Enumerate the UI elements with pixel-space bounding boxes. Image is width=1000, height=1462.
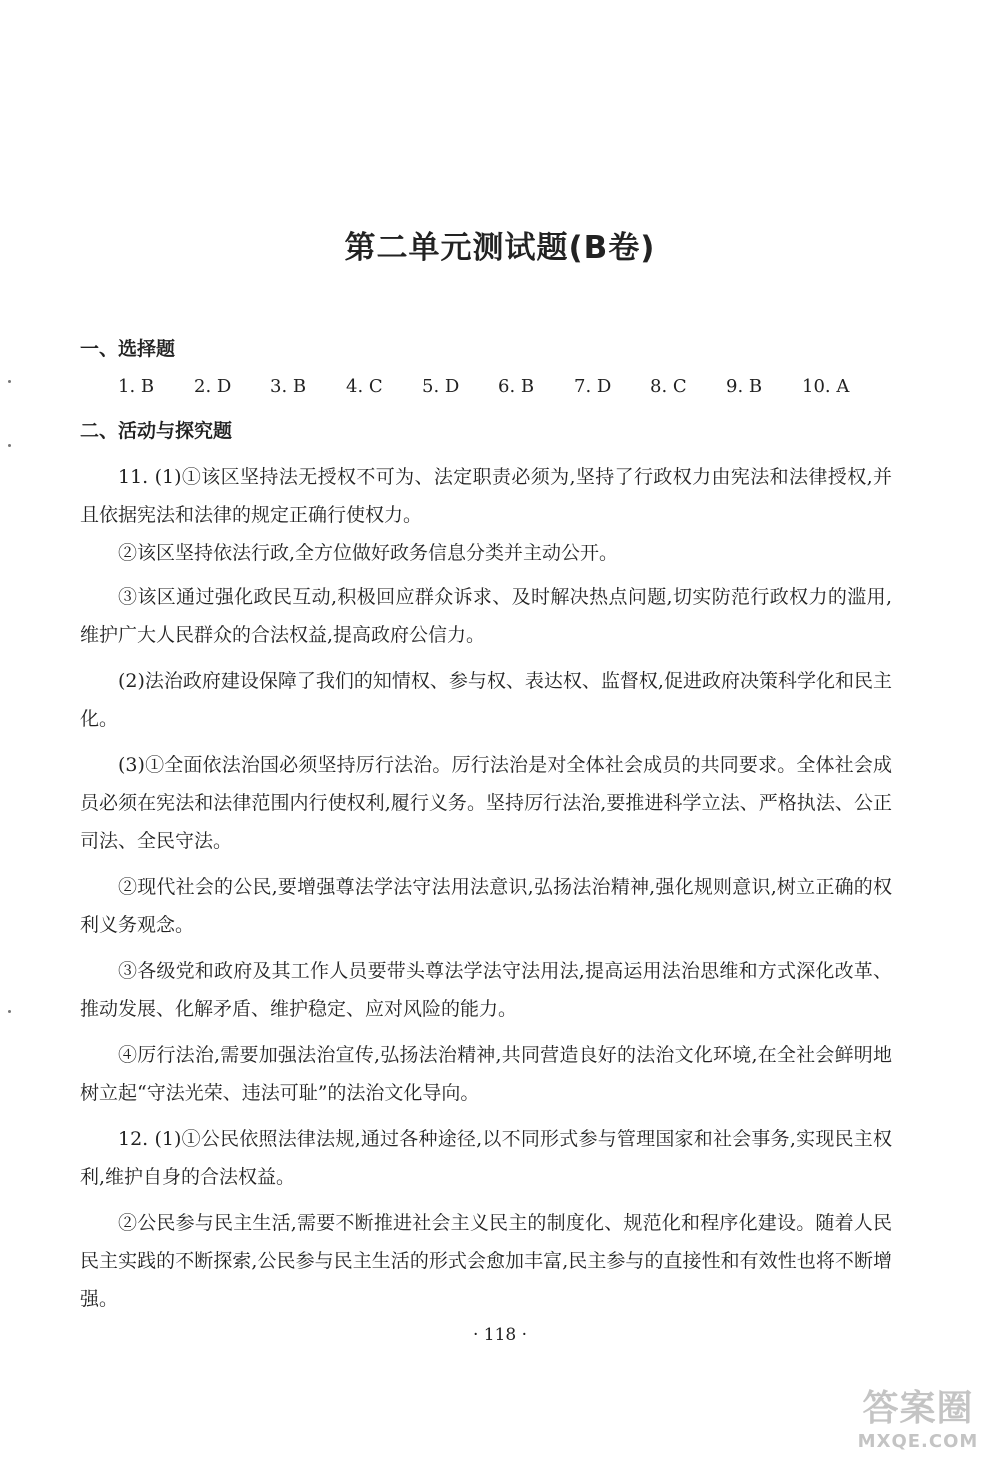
margin-dot [8, 380, 11, 383]
answer-item: 3. B [270, 376, 307, 397]
answer-item: 1. B [118, 376, 155, 397]
answer-item: 5. D [422, 376, 460, 397]
answer-paragraph: ②该区坚持依法行政,全方位做好政务信息分类并主动公开。 [118, 542, 619, 564]
watermark-logo [848, 1388, 988, 1454]
page-title: 第二单元测试题(B卷) [344, 230, 656, 266]
answer-item: 10. A [802, 376, 850, 397]
watermark-text: 答案圈 [862, 1388, 974, 1429]
answer-paragraph: (2)法治政府建设保障了我们的知情权、参与权、表达权、监督权,促进政府决策科学化和民主化。 [80, 670, 892, 730]
answer-paragraph: 11. (1)①该区坚持法无授权不可为、法定职责必须为,坚持了行政权力由宪法和法律授权,并且依据宪法和法律的规定正确行使权力。 [80, 466, 892, 526]
answer-paragraph: ②公民参与民主生活,需要不断推进社会主义民主的制度化、规范化和程序化建设。随着人民民主实践的不断探索,公民参与民主生活的形式会愈加丰富,民主参与的直接性和有效性也将不断增强。 [80, 1212, 892, 1310]
answer-paragraph: ②现代社会的公民,要增强尊法学法守法用法意识,弘扬法治精神,强化规则意识,树立正确的权利义务观念。 [80, 876, 892, 936]
answer-paragraph: ③该区通过强化政民互动,积极回应群众诉求、及时解决热点问题,切实防范行政权力的滥用,维护广大人民群众的合法权益,提高政府公信力。 [80, 586, 892, 646]
answer-paragraph: (3)①全面依法治国必须坚持厉行法治。厉行法治是对全体社会成员的共同要求。全体社会成员必须在宪法和法律范围内行使权利,履行义务。坚持厉行法治,要推进科学立法、严格执法、公正司法、全民守法。 [80, 754, 892, 852]
answer-item: 9. B [726, 376, 763, 397]
answer-item: 7. D [574, 376, 612, 397]
answer-paragraph: ④厉行法治,需要加强法治宣传,弘扬法治精神,共同营造良好的法治文化环境,在全社会鲜明地树立起“守法光荣、违法可耻”的法治文化导向。 [80, 1044, 892, 1104]
answer-paragraph: ③各级党和政府及其工作人员要带头尊法学法守法用法,提高运用法治思维和方式深化改革、推动发展、化解矛盾、维护稳定、应对风险的能力。 [80, 960, 892, 1020]
answer-item: 6. B [498, 376, 535, 397]
answer-item: 4. C [346, 376, 383, 397]
answer-item: 8. C [650, 376, 687, 397]
answer-item: 2. D [194, 376, 232, 397]
answer-list [118, 376, 878, 397]
section-heading-activity: 二、活动与探究题 [80, 420, 233, 442]
answer-paragraph: 12. (1)①公民依照法律法规,通过各种途径,以不同形式参与管理国家和社会事务,实现民主权利,维护自身的合法权益。 [80, 1128, 892, 1188]
margin-dot [8, 444, 11, 447]
section-heading-multiple-choice: 一、选择题 [80, 338, 176, 360]
margin-dot [8, 1010, 11, 1013]
page-number: · 118 · [472, 1325, 528, 1345]
watermark-url: MXQE.COM [857, 1431, 979, 1452]
